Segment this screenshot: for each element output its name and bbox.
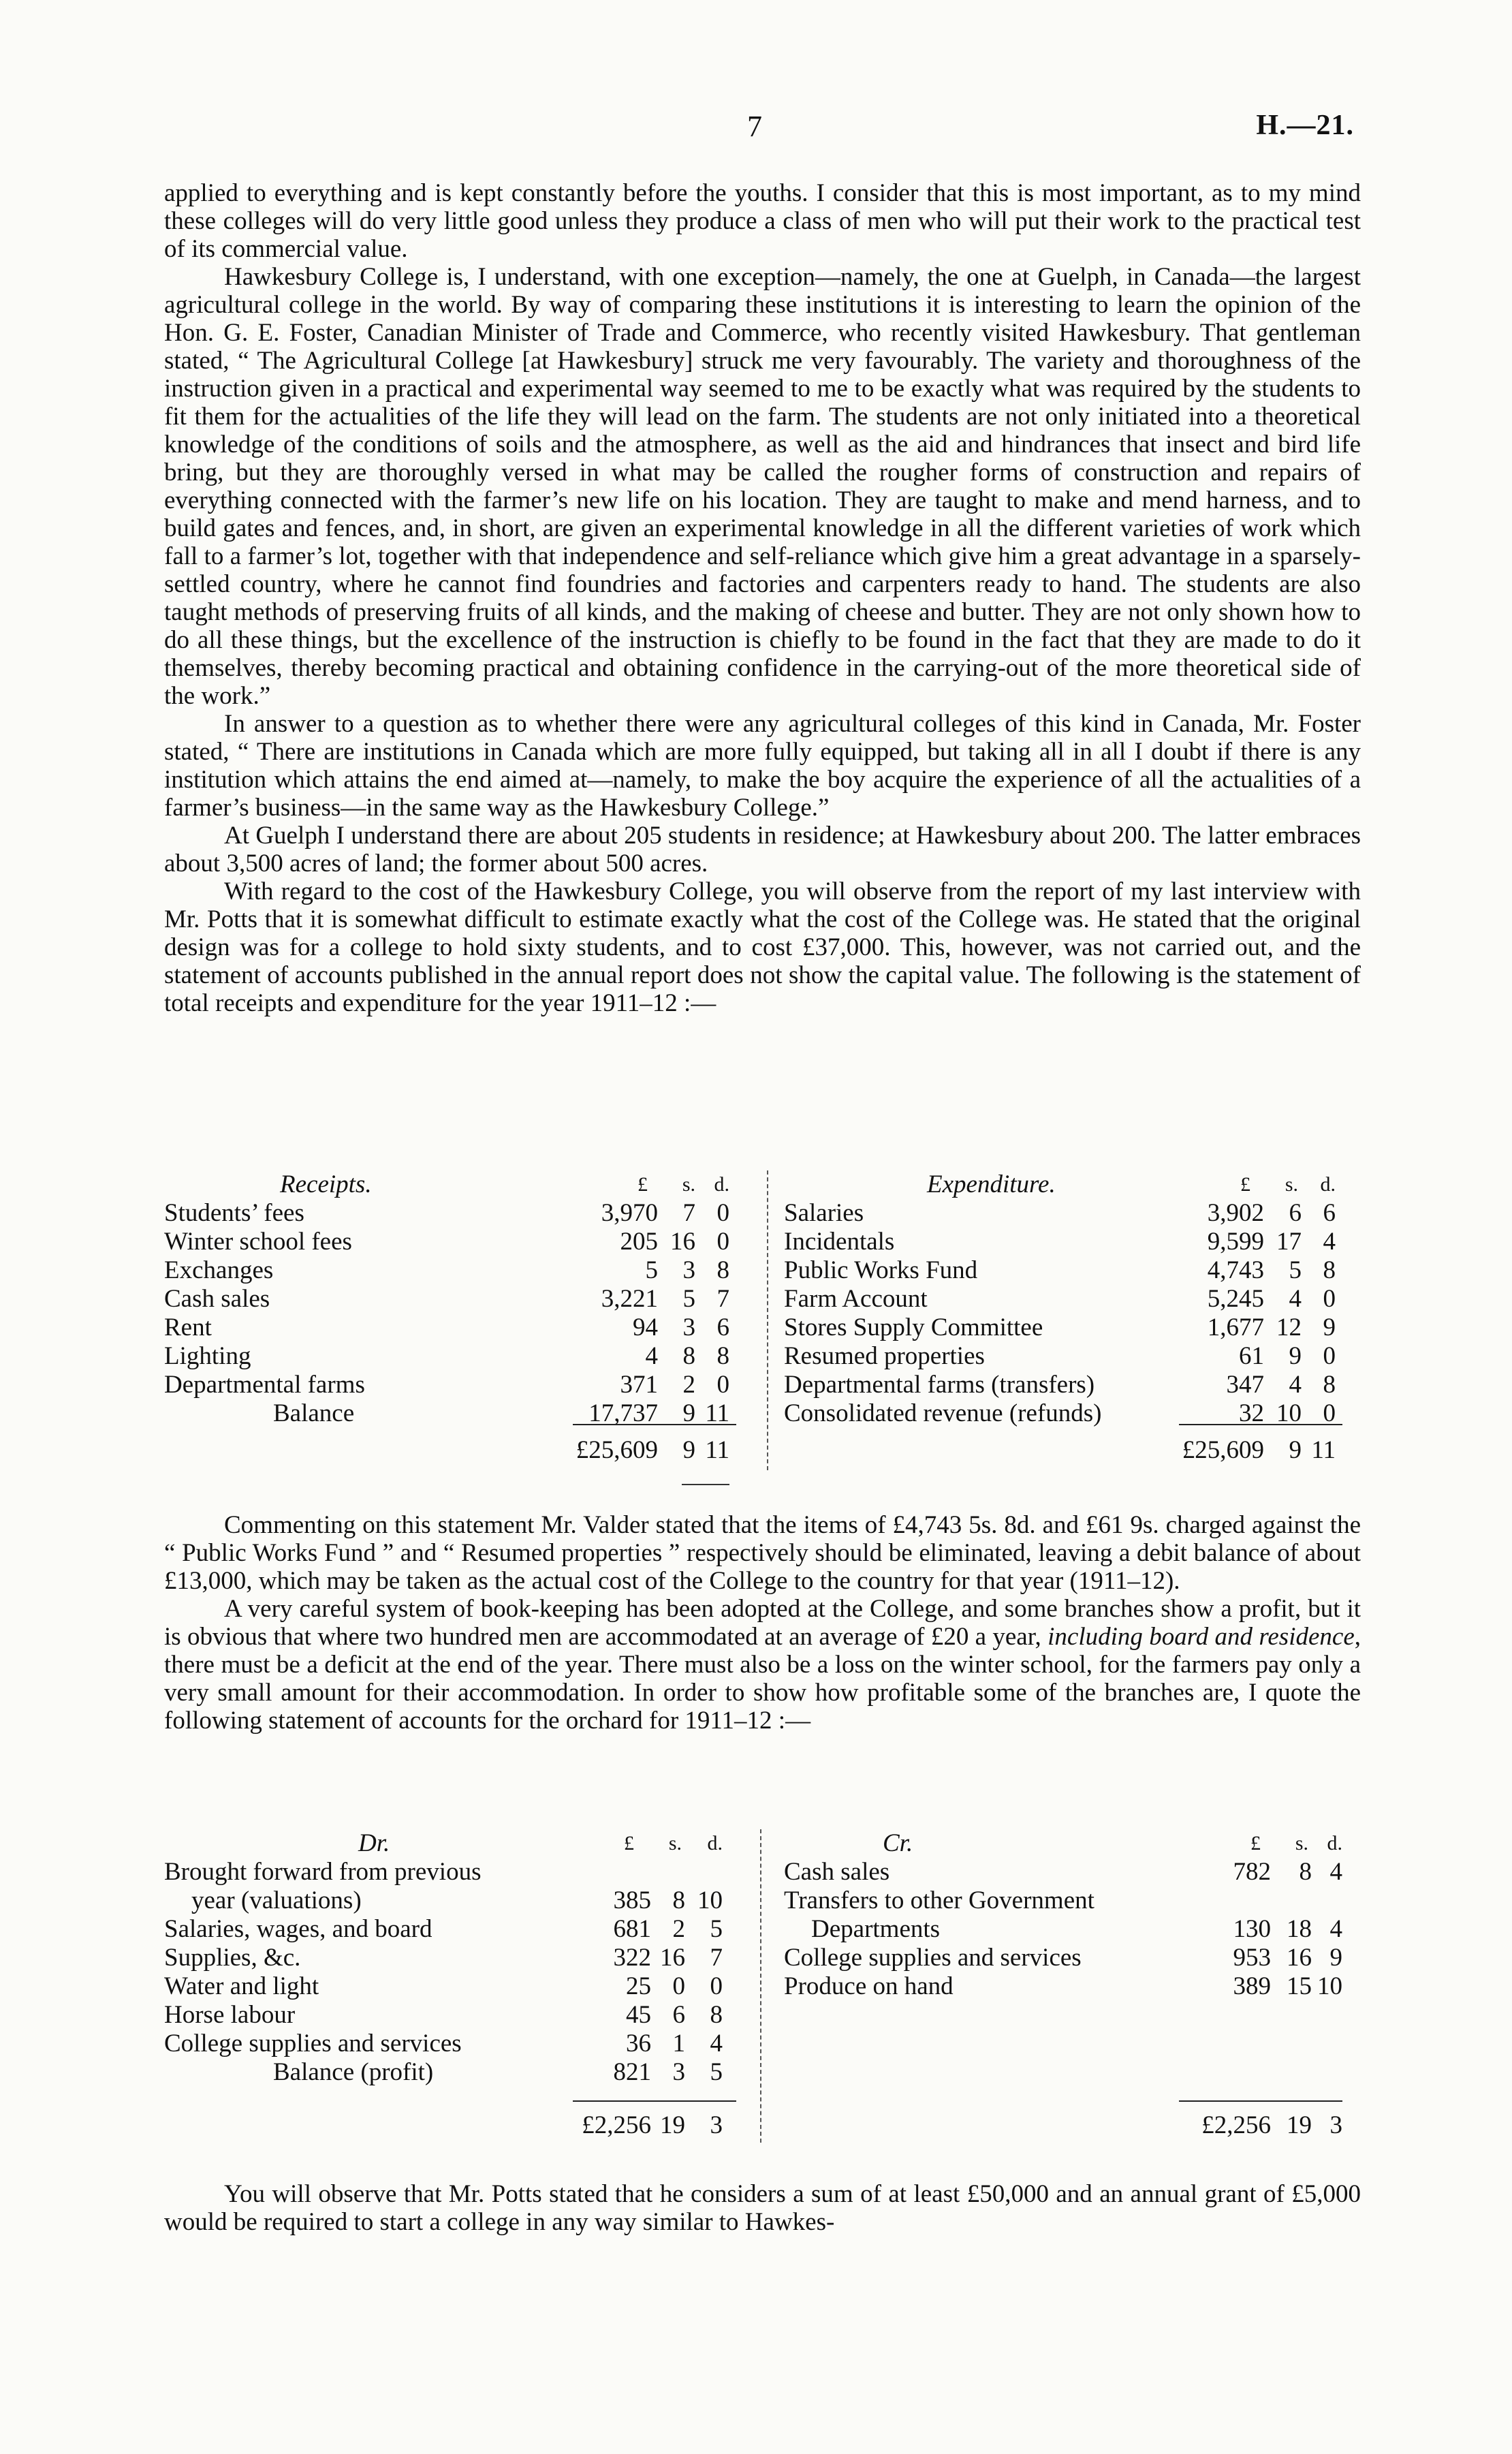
receipts-caption: Receipts. [280,1170,372,1198]
body-text-top [164,179,1361,1017]
end-rule [682,1484,729,1485]
row-pounds: 32 [1239,1399,1264,1427]
row-pence: 0 [1323,1399,1336,1427]
row-pence: 0 [716,1199,729,1227]
row-label: Farm Account [784,1285,928,1313]
total-shillings: 19 [1287,2111,1312,2139]
row-pence: 9 [1323,1314,1336,1341]
ledger-row [784,1371,1361,1399]
ledger-row [784,1944,1361,1972]
paragraph: Commenting on this statement Mr. Valder stated that the items of £4,743 5s. 8d. and £61 9s. charged against the “ Public Works Fund ” and “ Resumed properties ” respectively should be eliminated, leaving a debit balance of about £13,000, which may be taken as the actual cost of the College to the country for that year (1911–12). [164,1511,1361,1595]
total-pounds: £25,609 [1182,1436,1264,1464]
row-pence: 6 [716,1314,729,1341]
row-label: College supplies and services [164,2030,462,2057]
ledger-row [784,1199,1361,1228]
ledger-row [164,1285,750,1314]
debit-side [164,1829,750,2139]
expenditure-total [784,1436,1361,1465]
body-text-middle [164,1511,1361,1735]
total-rule [573,2100,736,2102]
row-label: Rent [164,1314,212,1341]
row-label-continuation: Departments [811,1915,941,1943]
row-label: Stores Supply Committee [784,1314,1043,1341]
row-pence: 8 [716,1256,729,1284]
ledger-row [164,1199,750,1228]
paragraph-text: A very careful system of book-keeping has been adopted at the College, and some branches show a profit, but it is obvious that where two hundred men are accommodated at an average of £20 a year, [164,1595,1361,1651]
row-label: Consolidated revenue (refunds) [784,1399,1102,1427]
row-pence: 0 [716,1371,729,1399]
row-shillings: 2 [672,1915,685,1943]
page-number: 7 [747,110,762,143]
row-label: Salaries, wages, and board [164,1915,432,1943]
receipts-side [164,1170,750,1464]
row-label: Brought forward from previous [164,1858,482,1886]
row-pence: 10 [697,1886,723,1914]
row-label: Water and light [164,1972,319,2000]
total-shillings: 9 [1289,1436,1302,1464]
row-label: Cash sales [784,1858,890,1886]
row-pence: 4 [1323,1228,1336,1256]
row-shillings: 4 [1289,1285,1302,1313]
receipts-expenditure-statement [164,1170,1361,1497]
row-label: Students’ fees [164,1199,304,1227]
row-shillings: 8 [682,1342,695,1370]
row-pence: 8 [1323,1371,1336,1399]
row-pounds: 953 [1233,1944,1271,1972]
paragraph: You will observe that Mr. Potts stated that he considers a sum of at least £50,000 and an annual grant of £5,000 would be required to start a college in any way similar to Hawkes- [164,2180,1361,2236]
row-shillings: 17 [1276,1228,1302,1256]
total-shillings: 19 [660,2111,685,2139]
row-pence: 0 [716,1228,729,1256]
total-pence: 3 [710,2111,723,2139]
row-pounds: 25 [626,1972,651,2000]
row-pounds: 782 [1233,1858,1271,1886]
row-label: Exchanges [164,1256,274,1284]
row-shillings: 16 [1287,1944,1312,1972]
row-shillings: 8 [1299,1858,1312,1886]
row-label: Departmental farms [164,1371,365,1399]
row-label: Supplies, &c. [164,1944,301,1972]
row-shillings: 8 [672,1886,685,1914]
row-shillings: 15 [1287,1972,1312,2000]
paragraph: In answer to a question as to whether there were any agricultural colleges of this kind in Canada, Mr. Foster stated, “ There are institutions in Canada which are more fully equipped, but taking all in all I doubt if there is any institution which attains the end aimed at—namely, to make the boy acquire the experience of all the actualities of a farmer’s business—in the same way as the Hawkesbury College.” [164,710,1361,822]
row-shillings: 16 [660,1944,685,1972]
row-pence: 5 [710,1915,723,1943]
row-pounds: 5,245 [1207,1285,1264,1313]
row-pounds: 94 [633,1314,658,1341]
total-pence: 11 [1311,1436,1336,1464]
total-rule [1179,1424,1342,1425]
row-pounds: 4,743 [1207,1256,1264,1284]
total-pounds: £2,256 [582,2111,651,2139]
row-label: Lighting [164,1342,251,1370]
body-text-bottom [164,2180,1361,2236]
row-shillings: 1 [672,2030,685,2057]
column-divider [767,1170,768,1470]
row-label: Departmental farms (transfers) [784,1371,1095,1399]
row-pounds: 61 [1239,1342,1264,1370]
row-shillings: 10 [1276,1399,1302,1427]
ledger-row [164,1342,750,1371]
ledger-row [164,2030,750,2058]
row-pounds: 4 [645,1342,658,1370]
row-shillings: 0 [672,1972,685,2000]
row-pence: 8 [716,1342,729,1370]
row-label: Horse labour [164,2001,296,2029]
row-pence: 4 [1329,1915,1342,1943]
row-pence: 6 [1323,1199,1336,1227]
row-pence: 0 [1323,1342,1336,1370]
ledger-row [784,1285,1361,1314]
row-label: Incidentals [784,1228,895,1256]
row-label: Balance (profit) [273,2058,434,2086]
ledger-row [784,1228,1361,1256]
row-pence: 8 [710,2001,723,2029]
unit-shillings: s. [668,1832,682,1854]
ledger-row-continuation [164,1886,750,1915]
row-label: Salaries [784,1199,864,1227]
ledger-row [784,1858,1361,1886]
row-label-continuation: year (valuations) [191,1886,362,1914]
row-label: College supplies and services [784,1944,1082,1972]
unit-pence: d. [1320,1173,1336,1196]
row-pounds: 205 [620,1228,658,1256]
row-pence: 0 [1323,1285,1336,1313]
debit-caption: Dr. [358,1829,390,1857]
row-shillings: 5 [1289,1256,1302,1284]
row-pounds: 389 [1233,1972,1271,2000]
ledger-row [784,1972,1361,2001]
credit-caption: Cr. [883,1829,913,1857]
ledger-row [784,1886,1361,1915]
ledger-row [784,1342,1361,1371]
row-pence: 4 [1329,1858,1342,1886]
row-shillings: 3 [672,2058,685,2086]
column-divider [760,1829,761,2143]
unit-pounds: £ [624,1832,634,1854]
paragraph: At Guelph I understand there are about 205 students in residence; at Hawkesbury about 200. The latter embraces about 3,500 acres of land; the former about 500 acres. [164,822,1361,877]
row-pence: 10 [1317,1972,1342,2000]
row-shillings: 9 [1289,1342,1302,1370]
row-shillings: 6 [672,2001,685,2029]
receipts-total [164,1436,750,1465]
ledger-row [784,1256,1361,1285]
ledger-row [164,2058,750,2087]
paragraph-text: , there must be a deficit at the end of the year. There must also be a loss on the winter school, for the farmers pay only a very small amount for their accommodation. In order to show how profitable some of the branches are, I quote the following statement of accounts for the orchard for 1911–12 :— [164,1623,1361,1735]
row-pounds: 322 [613,1944,651,1972]
total-shillings: 9 [682,1436,695,1464]
row-pounds: 385 [613,1886,651,1914]
ledger-row [164,2001,750,2030]
row-pounds: 3,970 [601,1199,658,1227]
row-shillings: 4 [1289,1371,1302,1399]
row-shillings: 9 [682,1399,695,1427]
row-shillings: 18 [1287,1915,1312,1943]
row-label: Resumed properties [784,1342,985,1370]
row-pence: 11 [705,1399,729,1427]
ledger-row [164,1972,750,2001]
row-pounds: 821 [613,2058,651,2086]
row-shillings: 7 [682,1199,695,1227]
ledger-row [784,1314,1361,1342]
unit-shillings: s. [1295,1832,1308,1854]
row-shillings: 2 [682,1371,695,1399]
row-pounds: 17,737 [588,1399,658,1427]
row-pounds: 9,599 [1207,1228,1264,1256]
orchard-accounts-statement [164,1829,1361,2156]
row-pence: 7 [710,1944,723,1972]
paragraph: applied to everything and is kept constantly before the youths. I consider that this is most important, as to my mind these colleges will do very little good unless they produce a class of men who will put their work to the practical test of its commercial value. [164,179,1361,263]
row-pounds: 347 [1226,1371,1264,1399]
ledger-row [164,1915,750,1944]
row-shillings: 5 [682,1285,695,1313]
paragraph-emphasis: including board and residence [1048,1623,1355,1651]
row-pounds: 130 [1233,1915,1271,1943]
row-shillings: 3 [682,1314,695,1341]
total-pounds: £25,609 [576,1436,658,1464]
row-label: Winter school fees [164,1228,352,1256]
unit-pounds: £ [637,1173,648,1196]
row-pounds: 3,221 [601,1285,658,1313]
row-pounds: 5 [645,1256,658,1284]
row-pence: 4 [710,2030,723,2057]
unit-shillings: s. [1285,1173,1298,1196]
ledger-row [164,1228,750,1256]
row-pence: 9 [1329,1944,1342,1972]
row-pounds: 681 [613,1915,651,1943]
expenditure-caption: Expenditure. [927,1170,1056,1198]
ledger-row [164,1256,750,1285]
unit-pounds: £ [1240,1173,1250,1196]
row-pence: 8 [1323,1256,1336,1284]
total-pence: 3 [1329,2111,1342,2139]
row-label: Public Works Fund [784,1256,978,1284]
ledger-row [164,1314,750,1342]
row-shillings: 16 [670,1228,695,1256]
debit-total [164,2111,750,2140]
row-pounds: 36 [626,2030,651,2057]
unit-pence: d. [714,1173,729,1196]
document-reference: H.—21. [1256,110,1354,141]
paragraph: Hawkesbury College is, I understand, with one exception—namely, the one at Guelph, in Canada—the largest agricultural college in the world. By way of comparing these institutions it is interesting to learn the opinion of the Hon. G. E. Foster, Canadian Minister of Trade and Commerce, who recently visited Hawkesbury. That gentleman stated, “ The Agricultural College [at Hawkesbury] struck me very favourably. The variety and thoroughness of the instruction given in a practical and experimental way seemed to me to be exactly what was required by the students to fit them for the actualities of the life they will lead on the farm. The students are not only initiated into a theoretical knowledge of the conditions of soils and the atmosphere, as well as the aid and hindrances that insect and bird life bring, but they are thoroughly versed in what may be called the rougher forms of construction and repairs of everything connected with the farmer’s new life on his location. They are taught to make and mend harness, and to build gates and fences, and, in short, are given an experimental knowledge in all the different varieties of work which fall to a farmer’s lot, together with that independence and self-reliance which give him a great advantage in a sparsely-settled country, where he cannot find foundries and factories and carpenters ready to hand. The students are also taught methods of preserving fruits of all kinds, and the making of cheese and butter. They are not only shown how to do all these things, but the excellence of the instruction is chiefly to be found in the fact that they are made to do it themselves, thereby becoming practical and obtaining confidence in the carrying-out of the more theoretical side of the work.” [164,263,1361,710]
credit-side [784,1829,1361,2139]
row-pounds: 371 [620,1371,658,1399]
unit-pounds: £ [1250,1832,1261,1854]
row-pence: 7 [716,1285,729,1313]
row-shillings: 3 [682,1256,695,1284]
credit-total [784,2111,1361,2140]
paragraph: With regard to the cost of the Hawkesbury College, you will observe from the report of my last interview with Mr. Potts that it is somewhat difficult to estimate exactly what the cost of the College was. He stated that the original design was for a college to hold sixty students, and to cost £37,000. This, however, was not carried out, and the statement of accounts published in the annual report does not show the capital value. The following is the statement of total receipts and expenditure for the year 1911–12 :— [164,877,1361,1017]
total-rule [1179,2100,1342,2102]
row-label: Balance [273,1399,355,1427]
paragraph [164,1595,1361,1735]
expenditure-side [784,1170,1361,1464]
row-pounds: 3,902 [1207,1199,1264,1227]
ledger-row [164,1944,750,1972]
ledger-row [164,1371,750,1399]
ledger-row-continuation [784,1915,1361,1944]
total-pence: 11 [705,1436,729,1464]
unit-pence: d. [707,1832,723,1854]
ledger-row [164,1858,750,1886]
row-pence: 5 [710,2058,723,2086]
row-label: Produce on hand [784,1972,954,2000]
row-label: Transfers to other Government [784,1886,1094,1914]
row-pence: 0 [710,1972,723,2000]
total-pounds: £2,256 [1201,2111,1271,2139]
row-label: Cash sales [164,1285,270,1313]
row-pounds: 45 [626,2001,651,2029]
unit-pence: d. [1327,1832,1342,1854]
row-shillings: 12 [1276,1314,1302,1341]
total-rule [573,1424,736,1425]
unit-shillings: s. [682,1173,695,1196]
row-shillings: 6 [1289,1199,1302,1227]
row-pounds: 1,677 [1207,1314,1264,1341]
